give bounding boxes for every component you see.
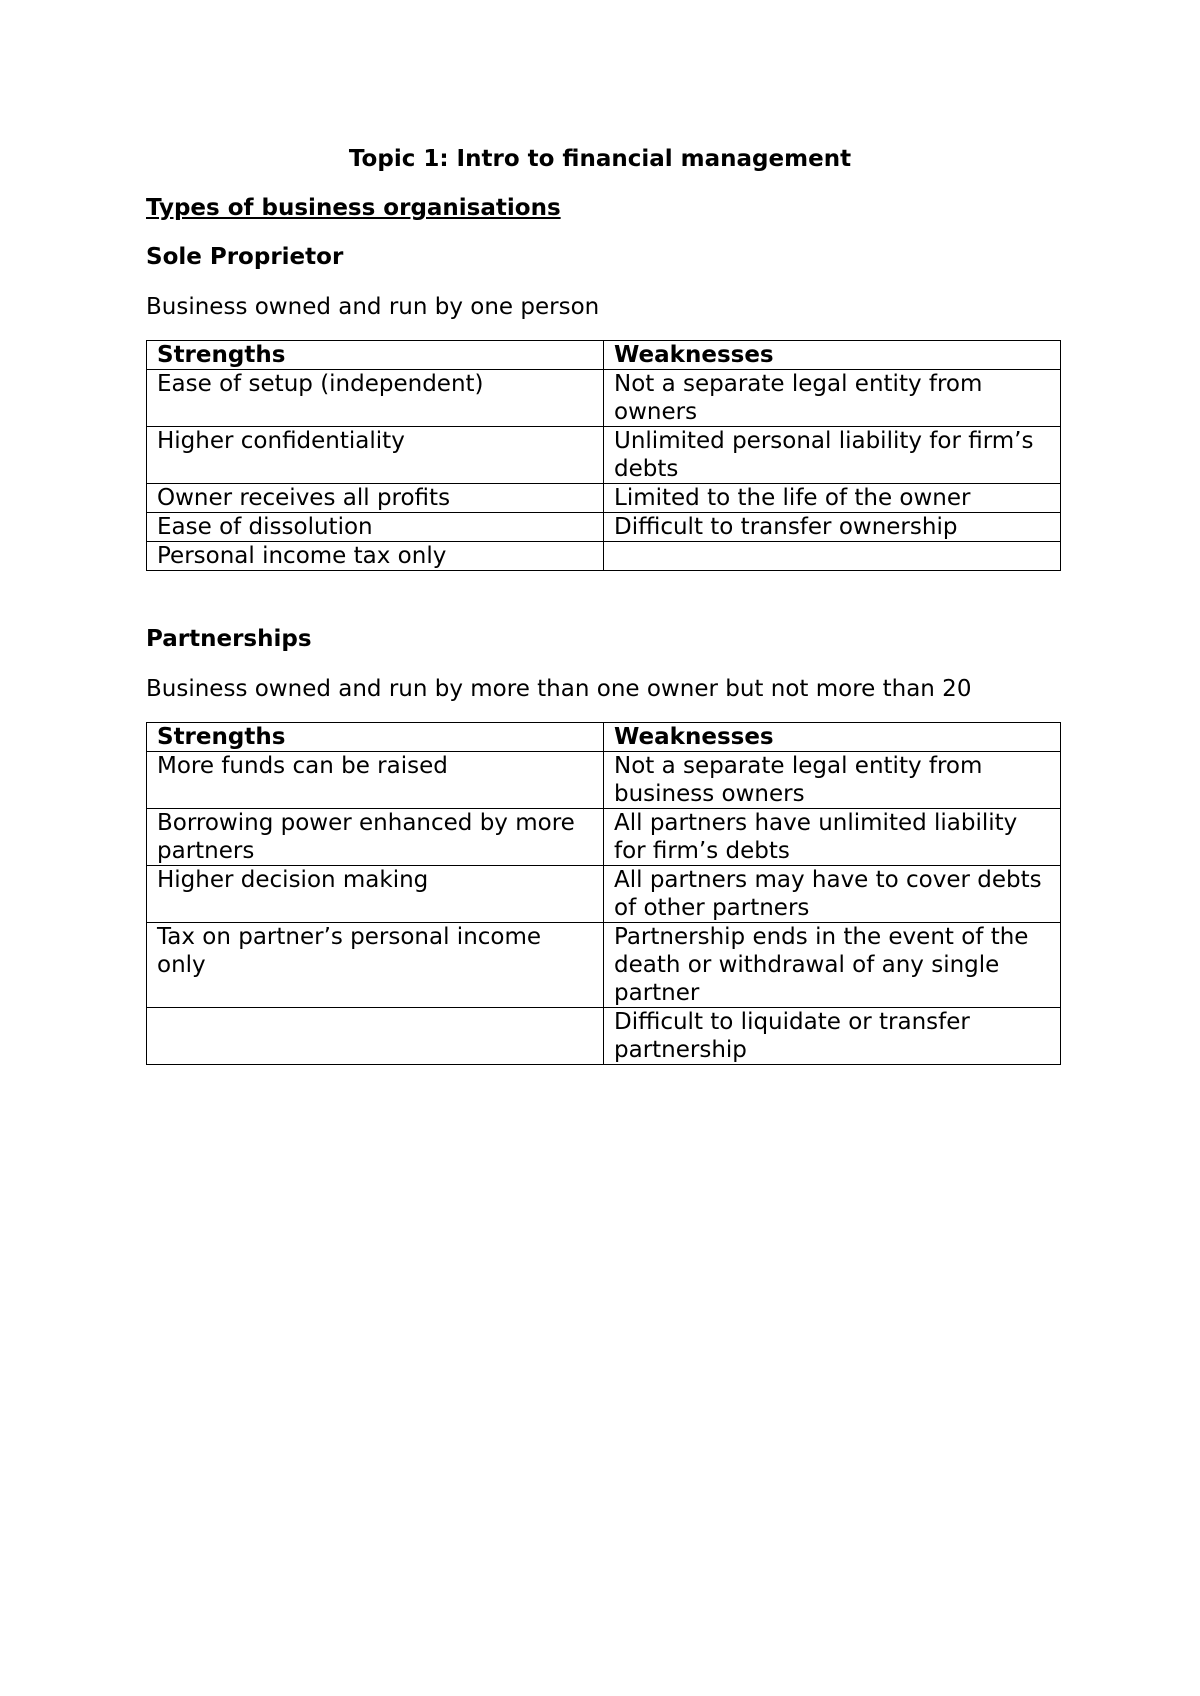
table-row	[147, 809, 1061, 866]
sole-proprietor-heading: Sole Proprietor	[146, 244, 344, 270]
table-row	[147, 866, 1061, 923]
weakness-cell	[604, 923, 1061, 1008]
strength-cell: Tax on partner’s personal income only	[147, 923, 604, 1008]
table-row	[147, 542, 1061, 571]
strength-cell: Borrowing power enhanced by more partners	[147, 809, 604, 866]
strength-cell: Owner receives all profits	[147, 484, 604, 513]
strength-cell: Ease of setup (independent)	[147, 370, 604, 427]
weaknesses-header: Weaknesses	[604, 723, 1061, 752]
weakness-cell: Not a separate legal entity from owners	[604, 370, 1061, 427]
table-row	[147, 923, 1061, 1008]
table-row	[147, 484, 1061, 513]
table-header-row	[147, 723, 1061, 752]
table-row	[147, 427, 1061, 484]
weakness-cell-line: Partnership ends in the event of the	[614, 924, 1029, 950]
strengths-header: Strengths	[147, 341, 604, 370]
weakness-cell: Difficult to liquidate or transfer partnership	[604, 1008, 1061, 1065]
sole-proprietor-table	[146, 340, 1061, 571]
section-heading-business-organisations: Types of business organisations	[146, 195, 561, 221]
table-row	[147, 752, 1061, 809]
weakness-cell: Limited to the life of the owner	[604, 484, 1061, 513]
table-row	[147, 370, 1061, 427]
strength-cell	[147, 1008, 604, 1065]
weakness-cell-line: death or withdrawal of any single partner	[614, 952, 1000, 1006]
partnerships-description: Business owned and run by more than one owner but not more than 20	[146, 676, 972, 702]
weakness-cell: All partners have unlimited liability for firm’s debts	[604, 809, 1061, 866]
weaknesses-header: Weaknesses	[604, 341, 1061, 370]
strength-cell: Higher decision making	[147, 866, 604, 923]
partnerships-table	[146, 722, 1061, 1065]
strength-cell: Ease of dissolution	[147, 513, 604, 542]
sole-proprietor-description: Business owned and run by one person	[146, 294, 600, 320]
table-row	[147, 1008, 1061, 1065]
weakness-cell: Difficult to transfer ownership	[604, 513, 1061, 542]
table-header-row	[147, 341, 1061, 370]
document-title: Topic 1: Intro to financial management	[348, 146, 852, 172]
weakness-cell: Unlimited personal liability for firm’s debts	[604, 427, 1061, 484]
weakness-cell: All partners may have to cover debts of other partners	[604, 866, 1061, 923]
strengths-header: Strengths	[147, 723, 604, 752]
strength-cell: More funds can be raised	[147, 752, 604, 809]
weakness-cell: Not a separate legal entity from business owners	[604, 752, 1061, 809]
strength-cell: Higher confidentiality	[147, 427, 604, 484]
weakness-cell	[604, 542, 1061, 571]
strength-cell: Personal income tax only	[147, 542, 604, 571]
partnerships-heading: Partnerships	[146, 626, 312, 652]
table-row	[147, 513, 1061, 542]
